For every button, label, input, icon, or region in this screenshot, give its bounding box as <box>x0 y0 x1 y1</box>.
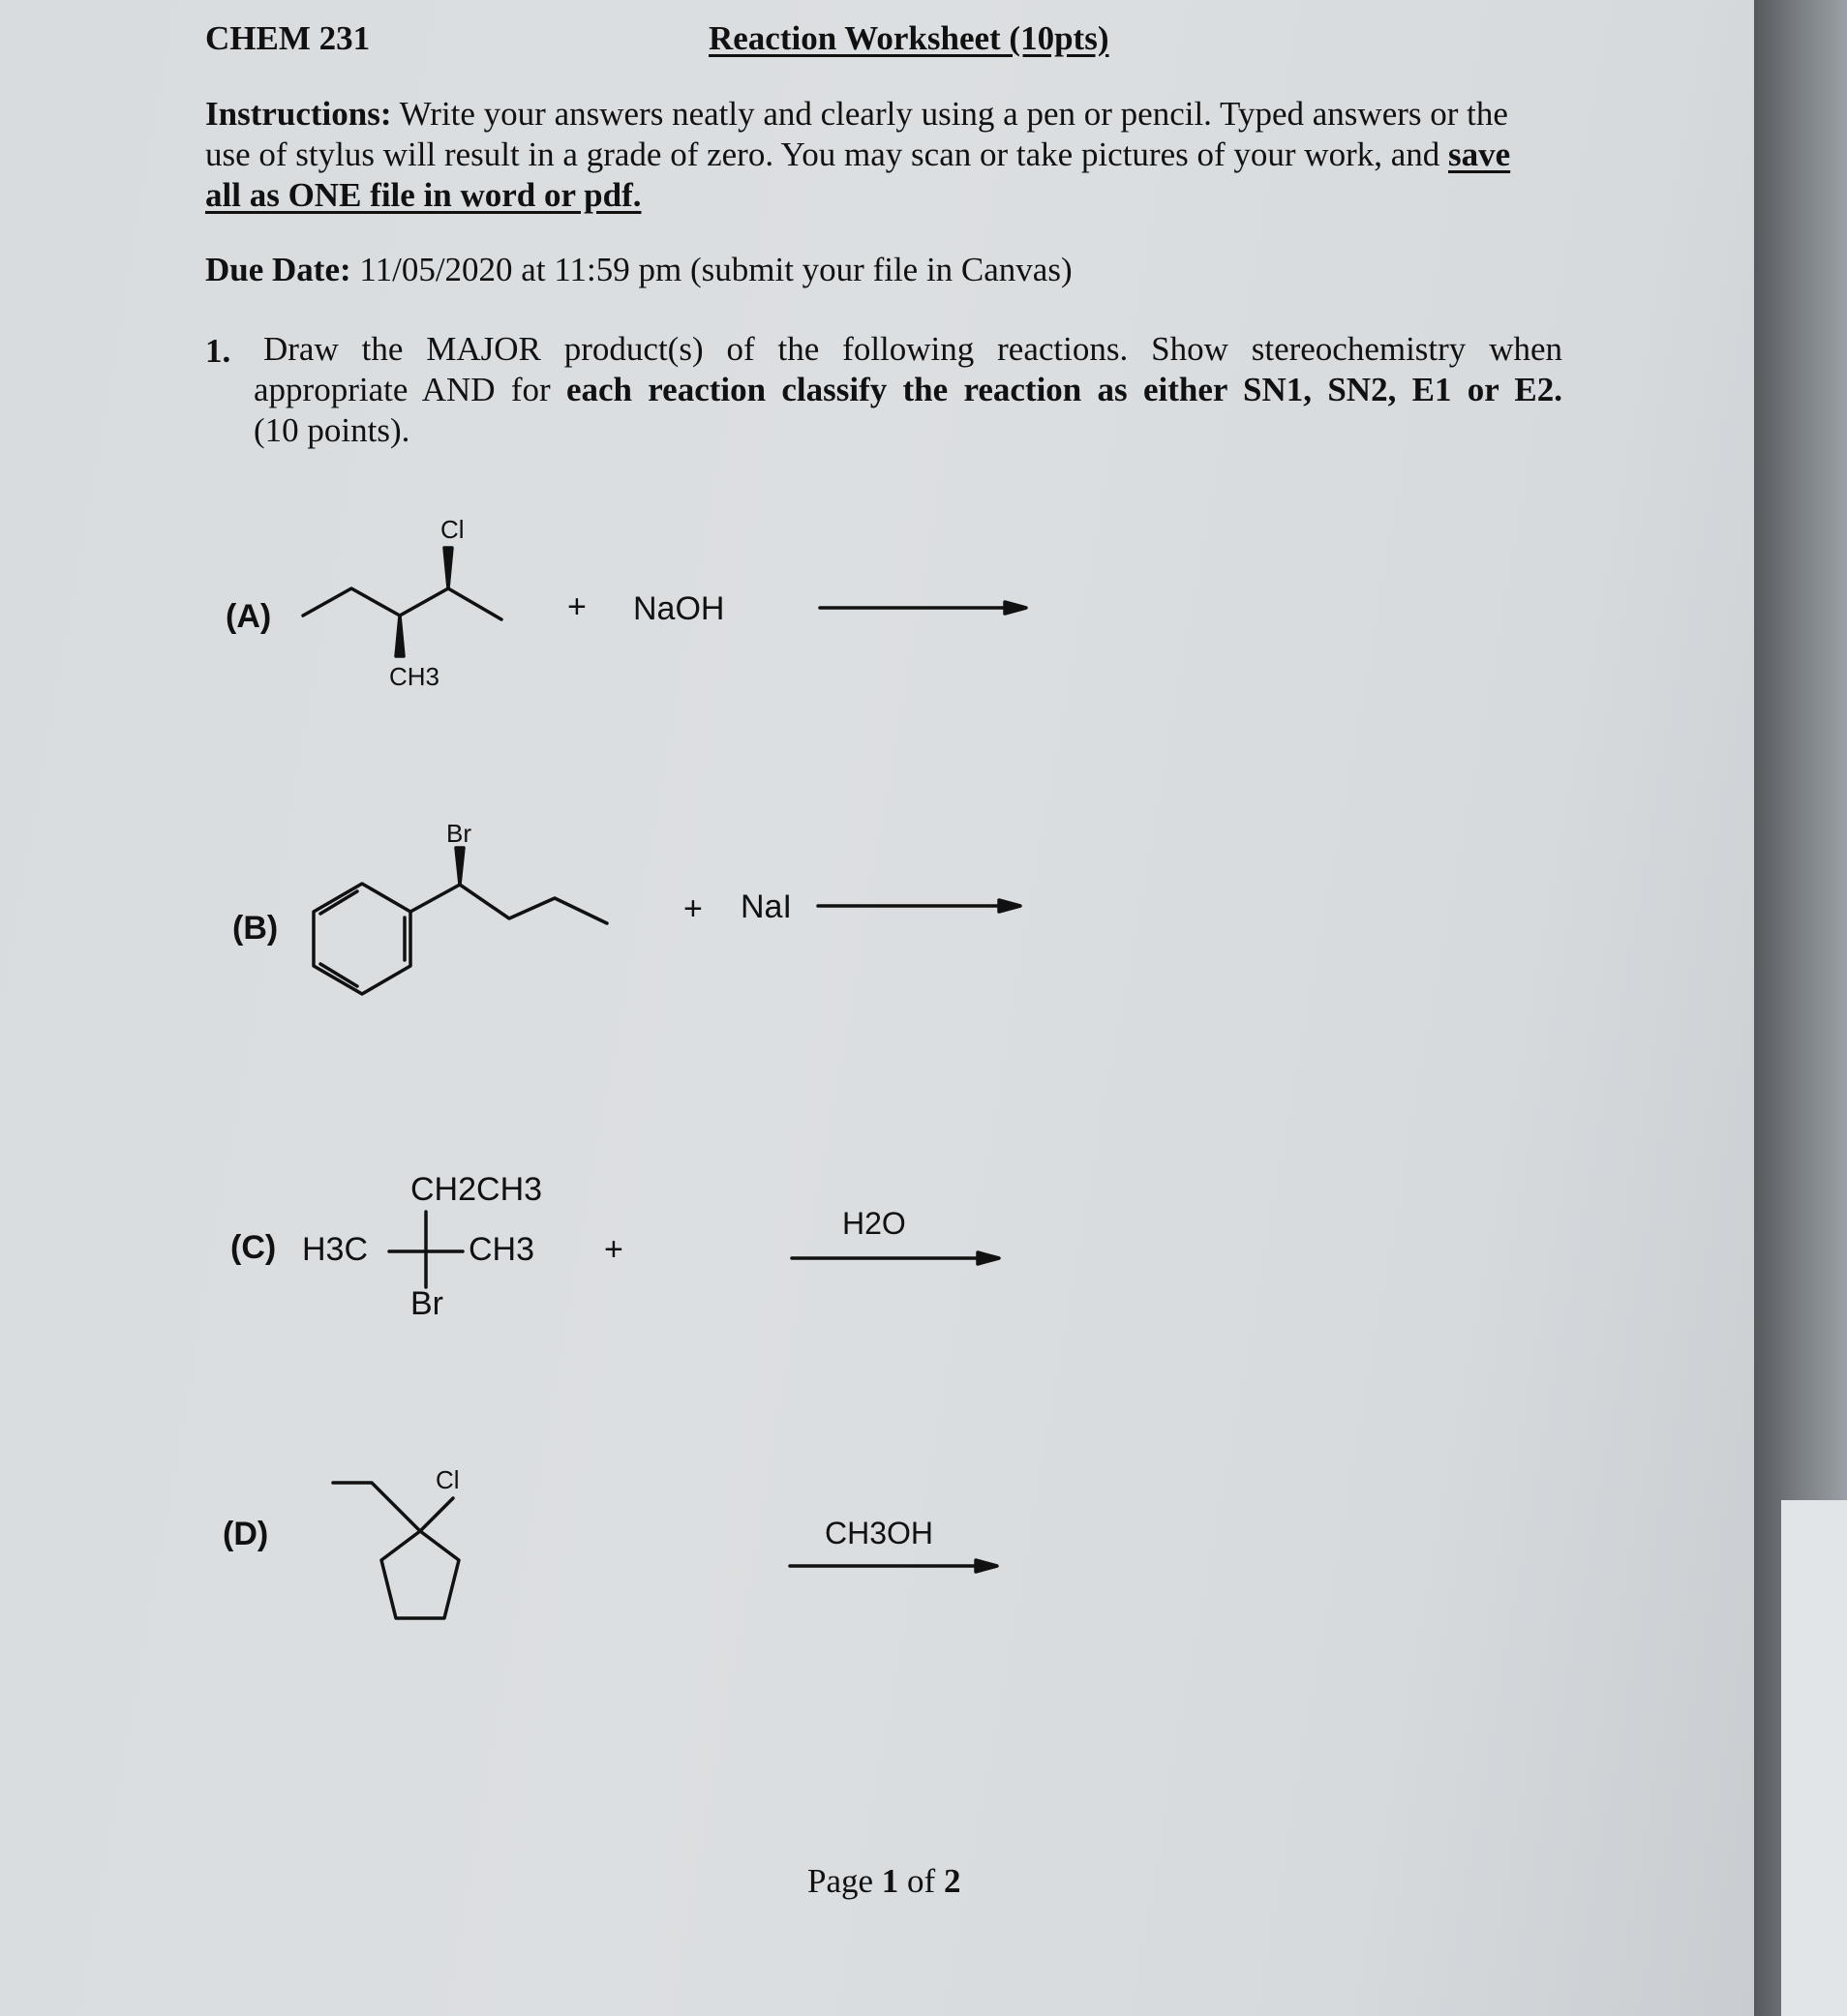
page-indicator <box>807 1862 960 1901</box>
question-points: (10 points). <box>254 411 410 449</box>
reaction-d-label: (D) <box>223 1516 269 1552</box>
page-prefix: Page <box>807 1862 874 1900</box>
question-number: 1. <box>205 332 231 370</box>
reaction-b-atom-br: Br <box>446 819 471 848</box>
course-code: CHEM 231 <box>205 19 371 57</box>
reaction-d-reagent: CH3OH <box>825 1516 934 1550</box>
instructions-emphasis: save all as ONE file in word or pdf. <box>205 135 1511 214</box>
reaction-a-reagent: NaOH <box>633 590 725 627</box>
reaction-a-label: (A) <box>226 598 272 635</box>
due-date-text: 11/05/2020 at 11:59 pm (submit your file in Canvas) <box>359 251 1073 288</box>
reaction-b-ring-double-3 <box>320 891 357 914</box>
reaction-c-arrowhead <box>978 1252 999 1264</box>
question-line-2-bold: each reaction classify the reaction as either SN1, SN2, E1 or E2. <box>565 371 1563 408</box>
page-total: 2 <box>943 1862 961 1900</box>
reaction-c-label: (C) <box>230 1229 277 1266</box>
page-number: 1 <box>881 1862 899 1900</box>
reaction-c-group-bottom: Br <box>410 1285 443 1322</box>
reaction-b-chain <box>410 885 607 923</box>
reaction-d-arrowhead <box>976 1560 997 1572</box>
reaction-d-cl-bond <box>420 1498 453 1531</box>
reaction-d-atom-cl: Cl <box>436 1465 460 1494</box>
reaction-a-atom-cl: Cl <box>440 515 465 544</box>
reaction-d-methyl-bond <box>333 1483 420 1531</box>
reaction-a-atom-ch3: CH3 <box>389 662 440 691</box>
reaction-b-arrowhead <box>999 900 1020 912</box>
reaction-a-wedge-cl <box>444 548 452 588</box>
reaction-b-wedge-br <box>456 848 464 885</box>
question-line-2-plain: appropriate AND for <box>254 371 551 408</box>
reaction-b-plus: + <box>683 890 703 927</box>
reaction-d-cyclopentane-ring <box>381 1531 459 1618</box>
worksheet-title: Reaction Worksheet (10pts) <box>709 19 1109 57</box>
instructions-label: Instructions: <box>205 95 392 133</box>
page-of: of <box>907 1862 936 1900</box>
question-line-1: Draw the MAJOR product(s) of the following reactions. Show stereochemistry when <box>263 330 1562 368</box>
due-date-label: Due Date: <box>205 251 351 288</box>
reaction-c-group-top: CH2CH3 <box>410 1171 543 1208</box>
reaction-c-reagent: H2O <box>842 1206 906 1241</box>
reaction-b-benzene-ring <box>314 884 410 994</box>
reaction-c-group-right: CH3 <box>469 1231 535 1268</box>
reaction-a-plus: + <box>567 588 587 625</box>
instructions-text: Write your answers neatly and clearly using a pen or pencil. Typed answers or the use of stylus will result in a grade of zero. You may scan or take pictures of your work, and <box>205 95 1508 173</box>
reaction-b-label: (B) <box>232 910 279 947</box>
reaction-a-arrowhead <box>1005 602 1026 614</box>
reaction-b-ring-double-2 <box>320 964 357 986</box>
reaction-c-plus: + <box>604 1231 623 1268</box>
reaction-c-group-left: H3C <box>302 1231 369 1268</box>
reaction-a-chain <box>303 588 501 619</box>
reaction-b-reagent: NaI <box>741 888 792 925</box>
reaction-a-wedge-ch3 <box>396 616 404 656</box>
